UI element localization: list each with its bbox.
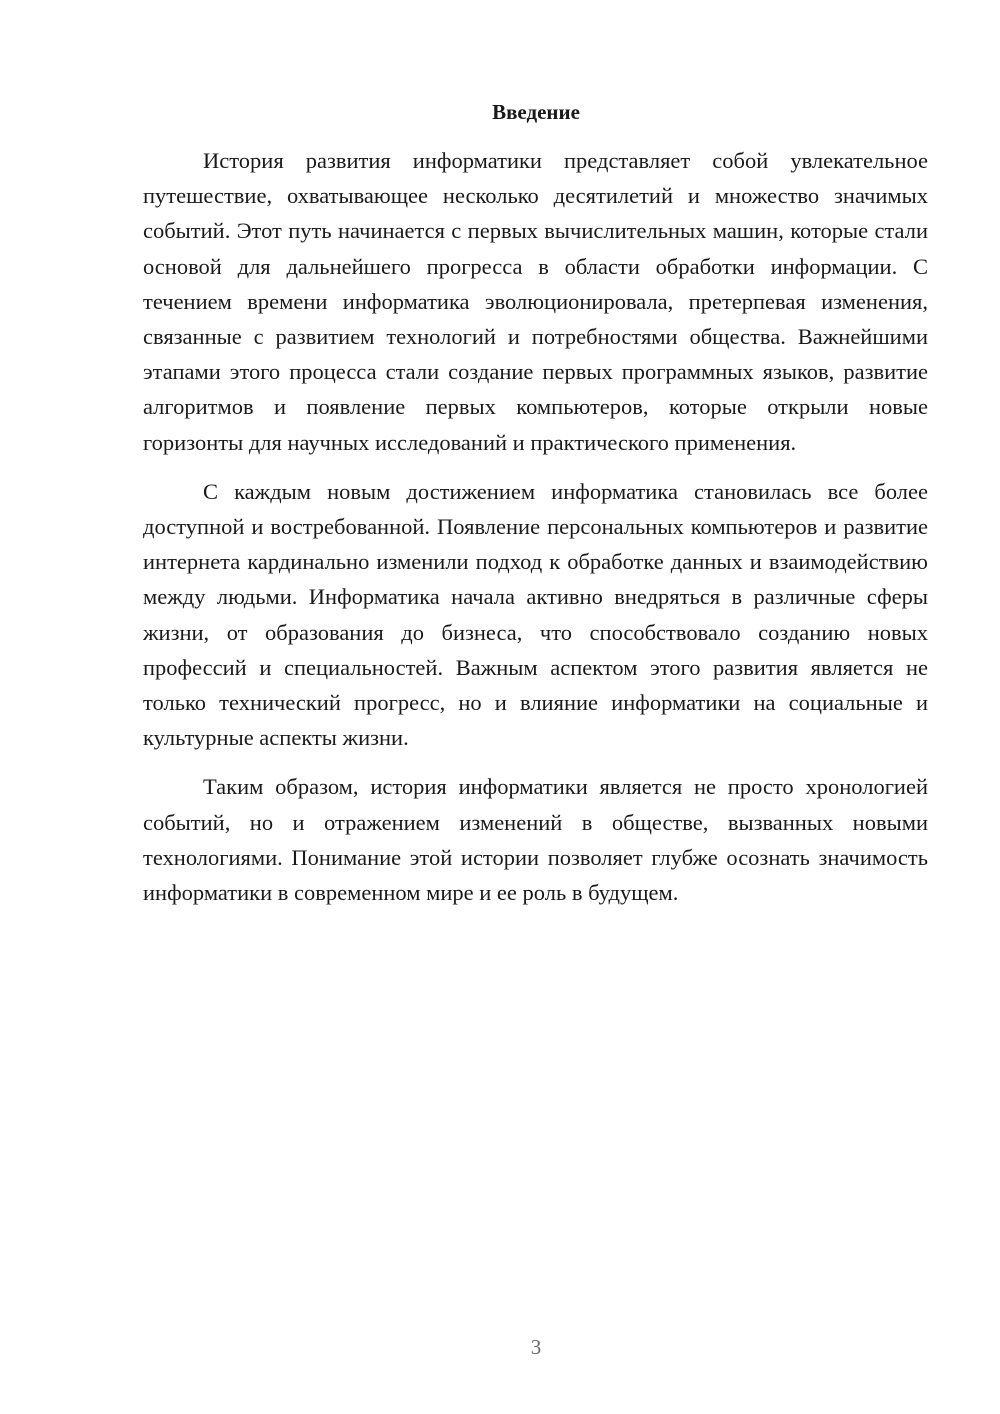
paragraph-3: Таким образом, история информатики является не просто хронологией событий, но и отражением изменений в обществе, вызванных новыми технологиями. Понимание этой истории позволяет глубже осознать значимость информатики в современном мире и ее роль в будущем. — [143, 774, 928, 906]
body-text — [143, 143, 928, 924]
page-number: 3 — [530, 1335, 542, 1359]
section-heading: Введение — [492, 100, 580, 124]
paragraph-2: С каждым новым достижением информатика становилась все более доступной и востребованной. Появление персональных компьютеров и развитие интернета кардинально изменили подход к обработке данных и взаимодействию между людьми. Информатика начала активно внедряться в различные сферы жизни, от образования до бизнеса, что способствовало созданию новых профессий и специальностей. Важным аспектом этого развития является не только технический прогресс, но и влияние информатики на социальные и культурные аспекты жизни. — [143, 478, 928, 751]
paragraph-1: История развития информатики представляет собой увлекательное путешествие, охватывающее несколько десятилетий и множество значимых событий. Этот путь начинается с первых вычислительных машин, которые стали основой для дальнейшего прогресса в области обработки информации. С течением времени информатика эволюционировала, претерпевая изменения, связанные с развитием технологий и потребностями общества. Важнейшими этапами этого процесса стали создание первых программных языков, развитие алгоритмов и появление первых компьютеров, которые открыли новые горизонты для научных исследований и практического применения. — [143, 148, 928, 455]
